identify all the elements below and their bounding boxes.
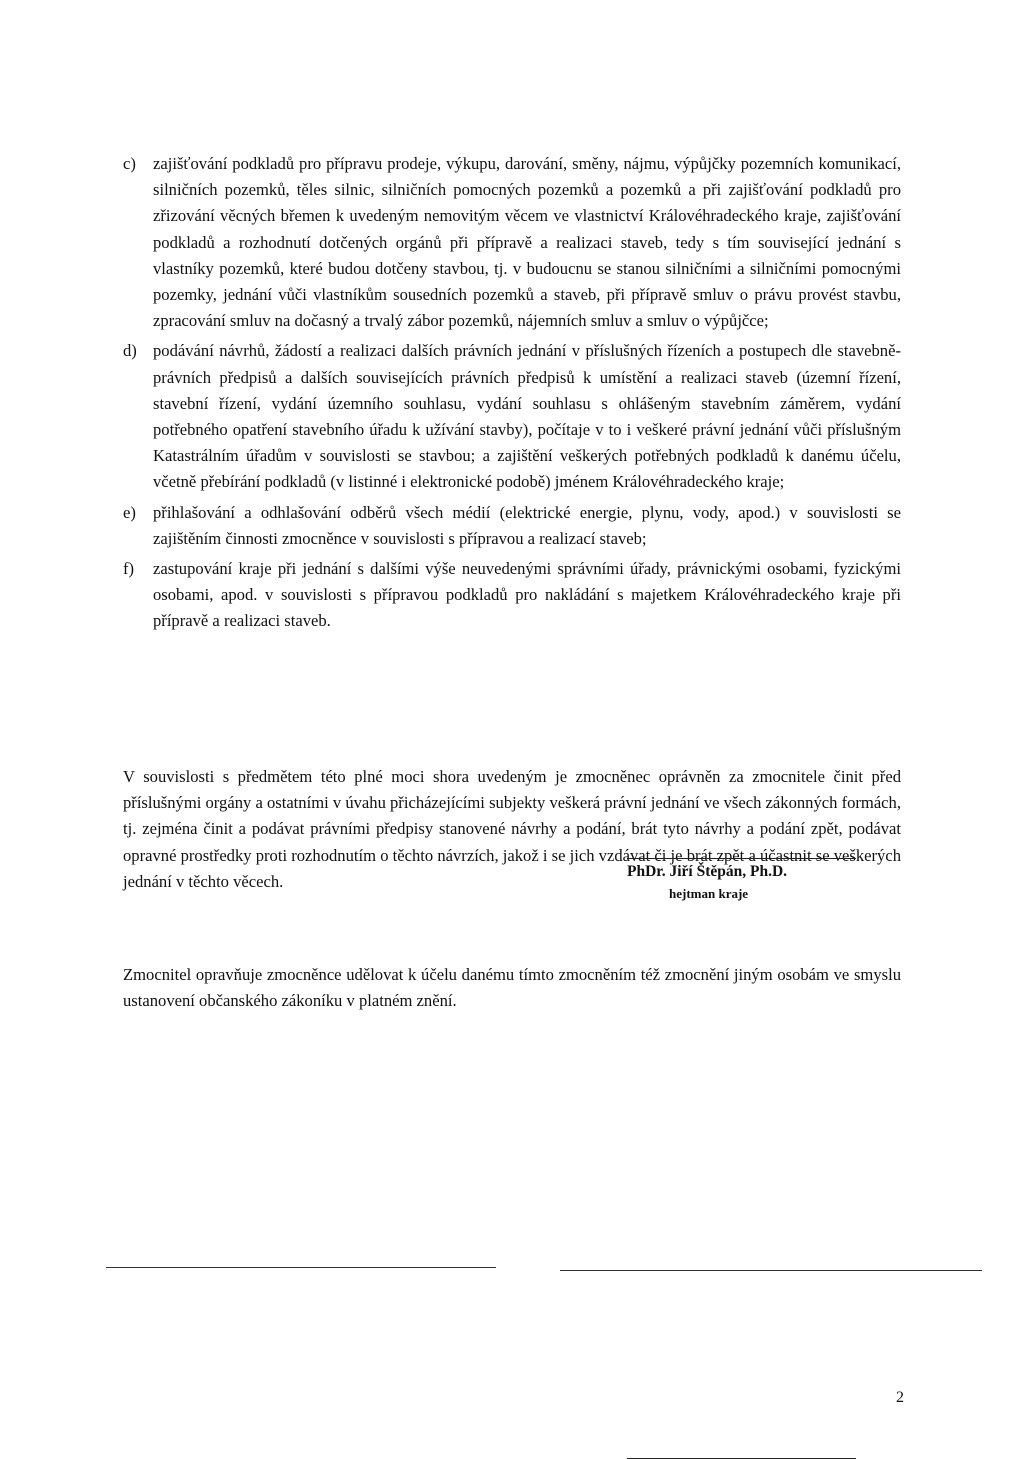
page-number: 2: [896, 1389, 904, 1406]
footer-rule-left: [106, 1267, 496, 1268]
list-item-text: zajišťování podkladů pro přípravu prodeje, výkupu, darování, směny, nájmu, výpůjčky pozemních komunikací, silničních pozemků, těles silnic, silničních pomocných pozemků a pozemků a při zajišťování podkladů pro zřizování věcných břemen k uvedeným nemovitým věcem ve vlastnictví Královéhradeckého kraje, zajišťování podkladů a rozhodnutí dotčených orgánů při přípravě a realizaci staveb, tedy s tím související jednání s vlastníky pozemků, které budou dotčeny stavbou, tj. v budoucnu se stanou silničními a silničními pomocnými pozemky, jednání vůči vlastníkům sousedních pozemků a staveb, při přípravě smluv o právu provést stavbu, zpracování smluv na dočasný a trvalý zábor pozemků, nájemních smluv a smluv o výpůjčce;: [153, 154, 901, 331]
list-item: [123, 338, 901, 495]
signature-line: [627, 858, 856, 859]
footer-rule-right: [560, 1270, 982, 1271]
list-item-marker: e): [123, 502, 136, 522]
substitution-paragraph: Zmocnitel opravňuje zmocněnce udělovat k účelu danému tímto zmocněním též zmocnění jiným osobám ve smyslu ustanovení občanského zákoníku v platném znění.: [123, 965, 901, 1011]
list-item-marker: f): [123, 559, 135, 579]
scope-paragraph: V souvislosti s předmětem této plné moci shora uvedeným je zmocněnec oprávněn za zmocnitele činit před příslušnými orgány a ostatními v úvahu přicházejícími subjekty veškerá právní jednání ve všech zákonných formách, tj. zejména činit a podávat právními předpisy stanovené návrhy a podání, brát tyto návrhy a podání zpět, podávat opravné prostředky proti rozhodnutím o těchto návrzích, jakož i se jich vzdávat či je brát zpět a účastnit se veškerých jednání v těchto věcech.: [123, 767, 901, 891]
signatory-role: hejtman kraje: [669, 886, 749, 901]
list-item-marker: c): [123, 154, 136, 173]
signature-area: [613, 852, 873, 912]
powers-list: [123, 151, 901, 635]
list-item: [123, 556, 901, 635]
signatory-name: PhDr. Jiří Štěpán, Ph.D.: [627, 863, 788, 880]
list-item: [123, 151, 901, 334]
list-item-text: zastupování kraje při jednání s dalšími výše neuvedenými správními úřady, právnickými osobami, fyzickými osobami, apod. v souvislosti s přípravou podkladů pro nakládání s majetkem Královéhradeckého kraje při přípravě a realizaci staveb.: [153, 559, 901, 631]
list-item-text: přihlašování a odhlašování odběrů všech médií (elektrické energie, plynu, vody, apod.) v souvislosti se zajištěním činnosti zmocněnce v souvislosti s přípravou a realizací staveb;: [153, 502, 901, 548]
list-item-text: podávání návrhů, žádostí a realizaci dalších právních jednání v příslušných řízeních a postupech dle stavebně-právních předpisů a dalších souvisejících právních předpisů k umístění a realizaci staveb (územní řízení, stavební řízení, vydání územního souhlasu, vydání souhlasu s ohlášeným stavebním záměrem, vydání potřebného opatření stavebního úřadu k užívání stavby), počítaje v to i veškeré právní jednání vůči příslušným Katastrálním úřadům v souvislosti se stavbou; a zajištění veškerých potřebných podkladů k danému účelu, včetně přebírání podkladů (v listinné i elektronické podobě) jménem Královéhradeckého kraje;: [153, 341, 901, 492]
list-item-marker: d): [123, 341, 137, 361]
list-item: [123, 500, 901, 552]
